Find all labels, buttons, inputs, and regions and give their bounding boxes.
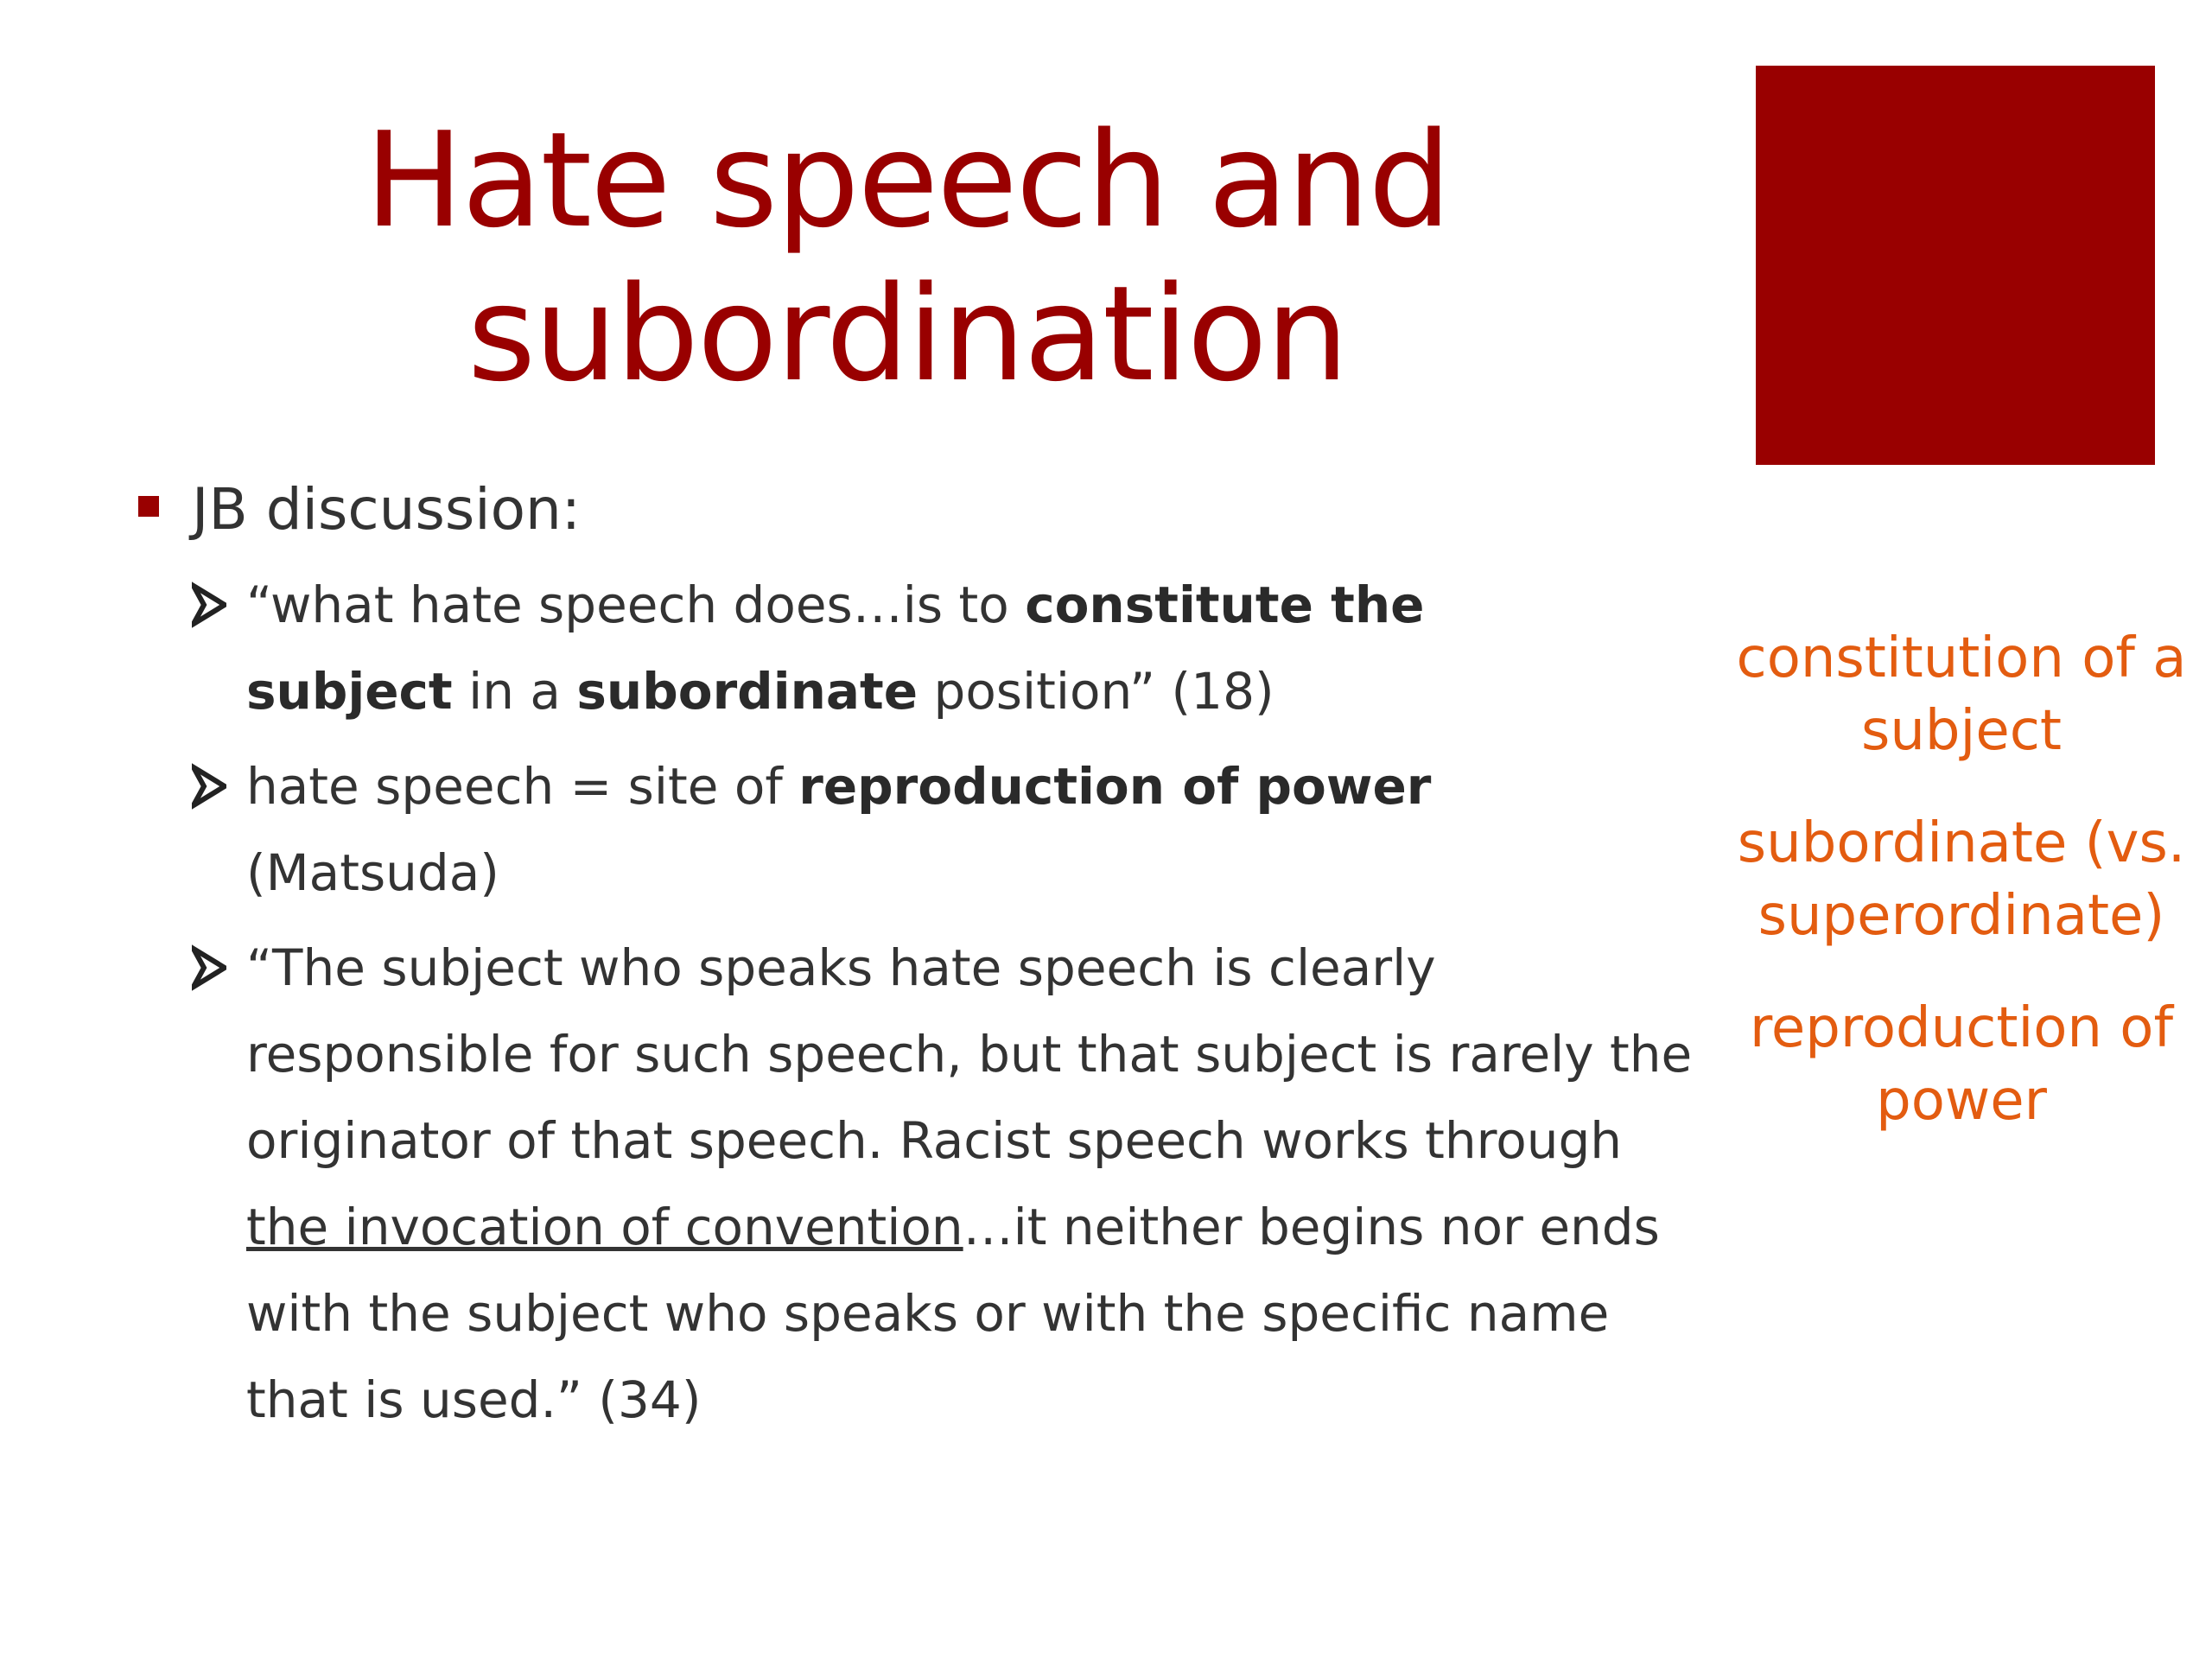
- item2-text-part2: (Matsuda): [246, 843, 499, 902]
- item1-text-part3: position” (18): [918, 662, 1274, 721]
- side-notes: [1694, 622, 2212, 1177]
- item1-bold-constitute: constitute the subject: [246, 575, 1425, 721]
- bullet-level1-text: JB discussion:: [192, 476, 582, 543]
- item3-text-part1: “The subject who speaks hate speech is clearly responsible for such speech, but that subject is rarely the originator of that speech. Racist speech works through: [246, 938, 1693, 1170]
- sub-bullet-item-2: [138, 743, 1607, 916]
- item2-bold-reproduction: reproduction of power: [798, 757, 1432, 816]
- slide-title-line-2: subordination: [467, 257, 1348, 410]
- item3-text-part2: …it neither begins nor ends with the subject who speaks or with the specific name that is used.” (34): [246, 1198, 1660, 1429]
- side-note-reproduction: reproduction of power: [1750, 996, 2173, 1133]
- accent-square: [1756, 66, 2155, 465]
- item1-text-part1: “what hate speech does…is to: [246, 575, 1026, 634]
- slide-title: [216, 104, 1599, 411]
- item1-text-part2: in a: [452, 662, 577, 721]
- arrowhead-bullet-icon: [192, 944, 226, 992]
- item1-bold-subordinate: subordinate: [576, 662, 918, 721]
- side-note-constitution: constitution of a subject: [1736, 626, 2187, 763]
- item2-text-part1: hate speech = site of: [246, 757, 799, 816]
- item3-underlined-convention: the invocation of convention: [246, 1198, 963, 1256]
- arrowhead-bullet-icon: [192, 581, 226, 629]
- slide-body: [138, 467, 1694, 1443]
- square-bullet-icon: [138, 496, 159, 517]
- sub-bullet-item-3: [138, 925, 1694, 1443]
- arrowhead-bullet-icon: [192, 762, 226, 810]
- side-note-subordinate: subordinate (vs. superordinate): [1737, 811, 2186, 948]
- bullet-level1: [138, 467, 1694, 553]
- sub-bullet-item-1: [138, 562, 1607, 734]
- slide-title-line-1: Hate speech and: [365, 104, 1450, 257]
